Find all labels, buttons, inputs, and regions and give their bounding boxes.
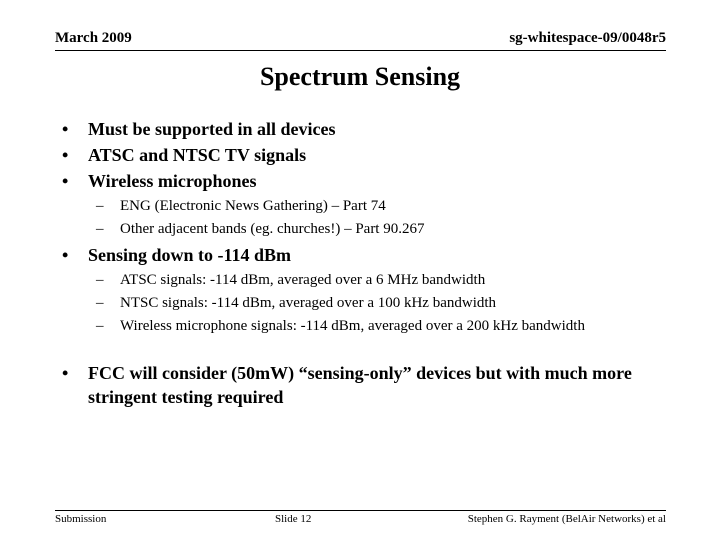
footer-slide-number: Slide 12 bbox=[275, 513, 312, 525]
bullet-text: Must be supported in all devices bbox=[88, 119, 336, 139]
footer-submission: Submission bbox=[55, 513, 107, 525]
header-doc-id: sg-whitespace-09/0048r5 bbox=[509, 30, 666, 46]
sub-bullet-marker: – bbox=[96, 318, 104, 334]
sub-bullet-text: ENG (Electronic News Gathering) – Part 74 bbox=[120, 198, 386, 214]
slide-title: Spectrum Sensing bbox=[259, 62, 461, 91]
footer-author: Stephen G. Rayment (BelAir Networks) et al bbox=[467, 513, 666, 525]
sub-bullet-marker: – bbox=[96, 272, 104, 288]
bullet-marker: • bbox=[62, 245, 69, 265]
footer-rule bbox=[55, 510, 666, 511]
sub-bullet-text: Other adjacent bands (eg. churches!) – Part 90.267 bbox=[120, 221, 425, 237]
header-rule bbox=[55, 50, 666, 51]
sub-bullet-text: Wireless microphone signals: -114 dBm, averaged over a 200 kHz bandwidth bbox=[120, 318, 585, 334]
bullet-marker: • bbox=[62, 171, 69, 191]
sub-bullet-text: ATSC signals: -114 dBm, averaged over a 6 MHz bandwidth bbox=[120, 272, 486, 288]
sub-bullet-marker: – bbox=[96, 295, 104, 311]
sub-bullet-marker: – bbox=[96, 198, 104, 214]
bullet-marker: • bbox=[62, 145, 69, 165]
bullet-marker: • bbox=[62, 119, 69, 139]
header-date: March 2009 bbox=[55, 30, 132, 46]
bullet-text: Sensing down to -114 dBm bbox=[88, 245, 292, 265]
bullet-marker: • bbox=[62, 363, 69, 383]
bullet-text: FCC will consider (50mW) “sensing-only” devices but with much more stringent testing required bbox=[88, 363, 632, 407]
bullet-text: Wireless microphones bbox=[88, 171, 257, 191]
sub-bullet-marker: – bbox=[96, 221, 104, 237]
sub-bullet-text: NTSC signals: -114 dBm, averaged over a 100 kHz bandwidth bbox=[120, 295, 497, 311]
bullet-text: ATSC and NTSC TV signals bbox=[88, 145, 307, 165]
